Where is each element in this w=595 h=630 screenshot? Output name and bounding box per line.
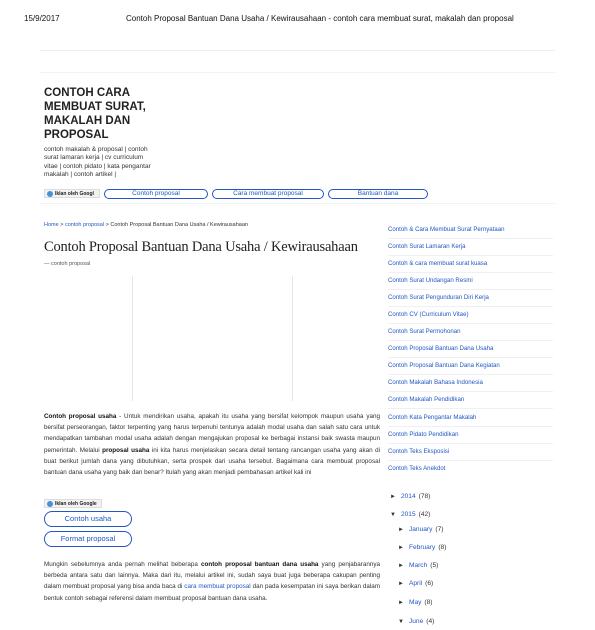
sidebar-post-link[interactable]: Contoh Surat Pengunduran Diri Kerja [388,294,489,301]
keyword-bold: Contoh proposal usaha [44,413,117,420]
info-icon [47,191,53,197]
sidebar-post-link[interactable]: Contoh & cara membuat surat kuasa [388,260,488,267]
breadcrumb-separator: > [58,222,65,228]
keyword-bold: contoh proposal bantuan dana usaha [201,561,319,568]
sidebar-post-link[interactable]: Contoh Surat Lamaran Kerja [388,243,466,250]
triangle-right-icon[interactable]: ► [398,526,404,533]
archive-count: (6) [425,580,434,587]
triangle-down-icon[interactable]: ▼ [398,618,404,625]
info-icon [47,501,53,507]
divider [388,391,553,392]
breadcrumb-separator: > [104,222,111,228]
paragraph-text: ini kita harus menjelaskan secara detail tentang rancangan usaha yang akan di buat berikut jumlah dana yang dibutuhkan, serta prospek dari usaha tersebut. Bagaimana cara membuat proposal bantuan dana usaha yang baik dan benar? Itulah yang akan menjadi pembahasan artikel kali ini [44,446,380,477]
sidebar-post-link[interactable]: Contoh Teks Eksposisi [388,448,450,455]
divider [388,289,553,290]
divider [388,323,553,324]
paragraph-text: - Untuk mendirikan usaha, apakah itu usaha yang bersifat kelompok maupun usaha yang bersifat perseorangan, faktor terpenting yang harus terpenuhi tentunya adalah modal usaha dan salah satu cara untuk mendapatkan tambahan modal usaha adalah dengan mengajukan proposal ke berbagai instansi baik swasta maupun pemerintah. Melalui [44,413,380,454]
triangle-down-icon[interactable]: ▼ [390,511,396,518]
divider [388,255,553,256]
ad-label[interactable] [44,189,100,198]
ad-label-text: Iklan oleh Googl [55,190,94,197]
triangle-right-icon[interactable]: ► [398,599,404,606]
archive-label[interactable]: March [408,562,428,569]
print-date: 15/9/2017 [24,14,60,23]
archive-label[interactable]: April [408,580,423,587]
archive-count: (7) [435,526,444,533]
image-placeholder-edge [132,276,133,401]
sidebar-post-link[interactable]: Contoh Surat Undangan Resmi [388,277,473,284]
keyword-bold: proposal usaha [102,446,150,454]
archive-label[interactable]: 2014 [400,493,416,500]
divider [388,340,553,341]
archive-count: (5) [430,562,439,569]
paragraph-text: dan pada kesempatan ini saya berikan dalam bentuk contoh sebagai referensi dalam membuat proposal bantuan dana usaha. [44,583,381,602]
archive-month-june[interactable] [398,618,434,625]
post-title: Contoh Proposal Bantuan Dana Usaha / Kewirausahaan [44,239,358,255]
divider [40,50,555,51]
divider [388,238,553,239]
triangle-right-icon[interactable]: ► [390,493,396,500]
archive-month-march[interactable] [398,562,438,569]
sidebar-post-link[interactable]: Contoh Makalah Bahasa Indonesia [388,379,483,386]
archive-count: (4) [426,618,435,625]
archive-label[interactable]: May [408,599,422,606]
breadcrumb-current: Contoh Proposal Bantuan Dana Usaha / Kewirausahaan [110,222,248,228]
ad-link-contoh-proposal[interactable]: Contoh proposal [104,189,208,199]
sidebar-post-link[interactable]: Contoh Makalah Pendidikan [388,396,465,403]
breadcrumb [44,222,248,228]
archive-label[interactable]: June [408,618,424,625]
breadcrumb-category[interactable]: contoh proposal [64,222,105,228]
ad-link-cara-membuat-proposal[interactable]: Cara membuat proposal [212,189,324,199]
ad-link-format-proposal[interactable]: Format proposal [44,531,132,547]
blog-title[interactable]: CONTOH CARA MEMBUAT SURAT, MAKALAH DAN PROPOSAL [44,87,146,141]
ad-label[interactable] [44,499,102,508]
divider [388,306,553,307]
ad-link-bantuan-dana[interactable]: Bantuan dana [328,189,428,199]
archive-month-january[interactable] [398,526,443,533]
divider [40,72,555,73]
archive-month-may[interactable] [398,599,432,606]
divider [388,426,553,427]
blog-description: contoh makalah & proposal | contoh surat lamaran kerja | cv curriculum vitae | contoh pidato | kata pengantar makalah | contoh artikel | [44,146,151,179]
inline-link-cara-membuat-proposal[interactable]: cara membuat proposal [184,583,251,591]
triangle-right-icon[interactable]: ► [398,544,404,551]
archive-count: (8) [424,599,433,606]
archive-month-february[interactable] [398,544,446,551]
divider [388,357,553,358]
divider [40,203,555,204]
divider [388,460,553,461]
image-placeholder-edge [292,276,293,401]
divider [388,272,553,273]
sidebar-post-link[interactable]: Contoh Proposal Bantuan Dana Kegiatan [388,362,500,369]
paragraph-text: yang penjabarannya berbeda antara satu dan lainnya. Maka dari itu, melalui artikel ini, sudah saya buat juga beberapa cakupan penting dalam membuat proposal yang bisa anda baca di [44,561,380,591]
sidebar-post-link[interactable]: Contoh Teks Anekdot [388,465,446,472]
archive-count: (42) [418,511,431,518]
sidebar-post-link[interactable]: Contoh Surat Permohonan [388,328,461,335]
ad-link-contoh-usaha[interactable]: Contoh usaha [44,511,132,527]
breadcrumb-home[interactable]: Home [44,222,59,228]
archive-year-2015[interactable] [390,511,430,518]
divider [388,443,553,444]
ad-label-text: Iklan oleh Google [55,500,97,507]
paragraph-text: Mungkin sebelumnya anda pernah melihat beberapa [44,561,201,568]
archive-label[interactable]: February [408,544,436,551]
divider [388,408,553,409]
sidebar-post-link[interactable]: Contoh Proposal Bantuan Dana Usaha [388,345,494,352]
print-title: Contoh Proposal Bantuan Dana Usaha / Kewirausahaan - contoh cara membuat surat, makalah dan proposal [126,14,514,23]
archive-count: (8) [438,544,447,551]
archive-count: (78) [418,493,431,500]
triangle-right-icon[interactable]: ► [398,580,404,587]
triangle-right-icon[interactable]: ► [398,562,404,569]
sidebar-post-link[interactable]: Contoh Kata Pengantar Makalah [388,414,477,421]
post-category[interactable]: — contoh proposal [44,261,91,267]
sidebar-post-link[interactable]: Contoh Pidato Pendidikan [388,431,459,438]
archive-year-2014[interactable] [390,493,430,500]
sidebar-post-link[interactable]: Contoh & Cara Membuat Surat Pernyataan [388,226,505,233]
post-paragraph-1 [44,411,380,478]
divider [388,374,553,375]
sidebar-post-link[interactable]: Contoh CV (Curriculum Vitae) [388,311,469,318]
archive-label[interactable]: January [408,526,433,533]
archive-label[interactable]: 2015 [400,511,416,518]
post-paragraph-2 [44,559,380,604]
archive-month-april[interactable] [398,580,433,587]
